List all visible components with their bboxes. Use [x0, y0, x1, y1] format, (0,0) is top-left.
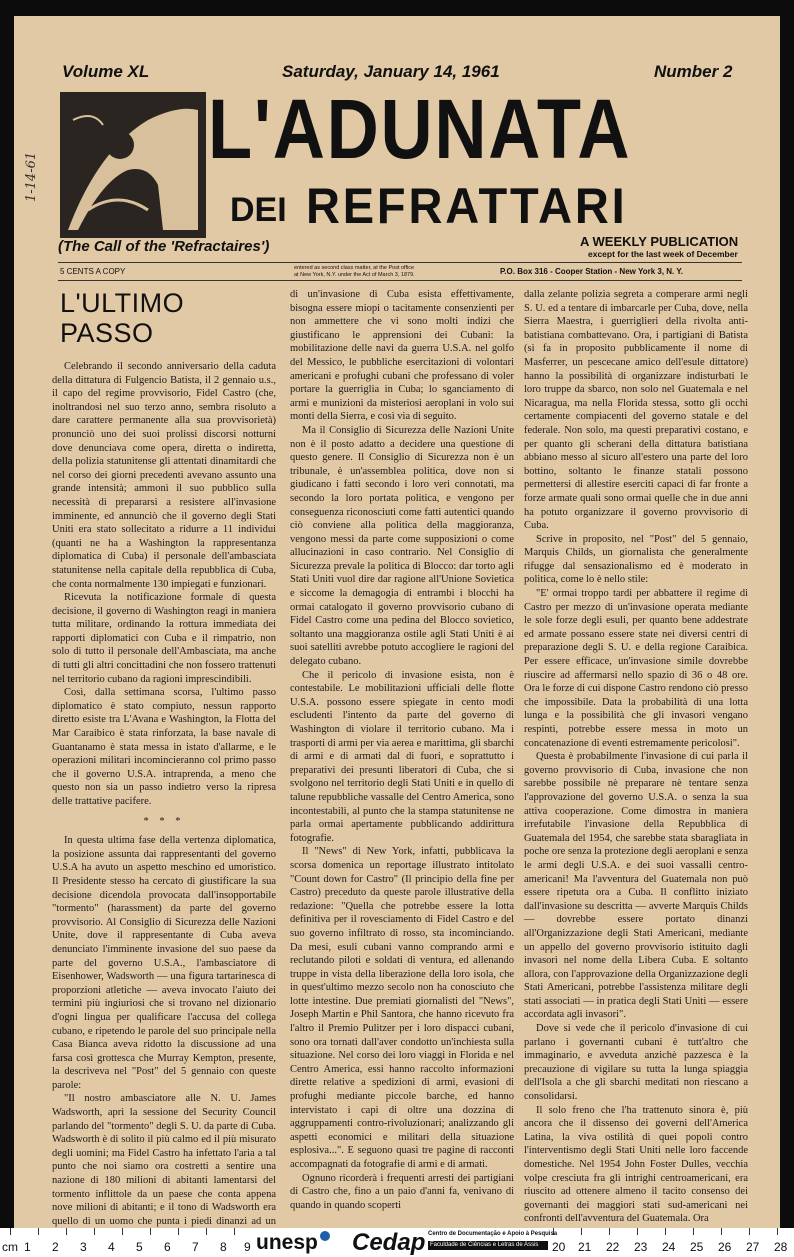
- publication-note: except for the last week of December: [588, 249, 738, 259]
- unesp-logo: unesp: [256, 1231, 318, 1254]
- postal-note-line-1: entered as second class matter, at the Post office: [294, 265, 415, 271]
- mailing-address: P.O. Box 316 - Cooper Station - New York 3, N. Y.: [500, 267, 684, 276]
- margin-note: 1-14-61: [24, 151, 39, 202]
- header-rule-bottom: [58, 280, 742, 281]
- subtitle: (The Call of the 'Refractaires'): [58, 238, 270, 255]
- issue-date: Saturday, January 14, 1961: [282, 62, 500, 81]
- paragraph: "Il nostro ambasciatore alle N. U. James Wadsworth, aprì la sessione del Security Council parlando del "tormento" degli S. U. da parte di Cuba. Wadsworth è di solito il più calmo ed il più misurato degli uomini; ma Fidel Castro ha infettato l'aria a tal punto che noi siamo ora costretti a sentire una nazione di 180 milioni di abitanti lamentarsi del tormento inflittole da un paese che conta appena nove milioni di abitanti; e il tono di Wadsworth era quello di un uomo che punta i piedi dinanzi ad un: [52, 1093, 276, 1227]
- paragraph: Che il pericolo di invasione esista, non è contestabile. Le mobilitazioni ufficiali delle flotte U.S.A. possono essere spiegate in cento modi escludenti l'intento da parte del governo di Washington di violare il territorio cubano. Ma i trasporti di armi per via aerea e marittima, gli sbarchi di armi e di armati dal di fuori, e soprattutto i preparativi dei presunti liberatori di Cuba, che si svolgono nel territorio degli Stati Uniti e in quello di talune repubbliche vassalle del Centro America, sono incontestabili, al punto che la stampa statunitense ne parla ormai apertamente pubblicando addirittura fotografie.: [290, 669, 514, 844]
- issue-number: Number 2: [654, 62, 733, 81]
- paragraph: Così, dalla settimana scorsa, l'ultimo passo diplomatico è stato compiuto, nessun rapporto diretto esiste tra L'Avana e Washington, la Flotta del Mar Caraibico è stata rinforzata, la base navale di Guantanamo è stata messa in istato d'allarme, e le operazioni militari incomincieranno col primo passo che il governo U.S.A. intraprenda, a meno che questo non sia un passo indietro verso la ripresa delle trattative pacifere.: [52, 687, 276, 807]
- postal-note-line-2: at New York, N.Y. under the Act of March 3, 1879.: [294, 272, 415, 278]
- paragraph: "E' ormai troppo tardi per abbattere il regime di Castro per mezzo di un'invasione operata mediante le sole forze degli esuli, per quanto bene addestrate ed armate possano essere state nei diversi centri di preparazione degli S. U. e della regione Caraibica. Per essere efficace, un'invasione simile dovrebbe riuscire ad affermarsi nello spazio di 36 o 48 ore. Ora le forze di cui dispone Castro rendono ciò presso che impossibile. Data la probabilità di una lotta lunga e la possibilità che gli invasori vengano respinti, potrebbe essere messa in moto un concatenazione di eventi estremamente pericolosi".: [524, 588, 748, 749]
- unesp-logo-mark: [320, 1231, 330, 1241]
- article-column-3: [524, 288, 748, 1226]
- ruler-number: 9: [244, 1240, 251, 1254]
- ruler-number: 8: [220, 1240, 227, 1254]
- publication-frequency: A WEEKLY PUBLICATION: [580, 234, 739, 249]
- ruler-number: 20: [552, 1240, 566, 1254]
- article-headline: L'ULTIMO PASSO: [60, 288, 185, 348]
- ruler-number: 22: [606, 1240, 620, 1254]
- volume-label: Volume XL: [62, 62, 150, 81]
- masthead: [58, 82, 738, 248]
- ruler-unit: cm: [2, 1240, 18, 1254]
- ruler-number: 24: [662, 1240, 676, 1254]
- ruler-number: 28: [774, 1240, 788, 1254]
- paragraph: di un'invasione di Cuba esista effettivamente, bisogna essere miopi o tacitamente consenzienti per non ammettere che vi sono molti indizi che giustificano le apprensioni dei Cubani: la mobilitazione delle navi da guerra U.S.A. nel golfo del Messico, le pubbliche esercitazioni di volontari americani e profughi cubani che professano di voler portare la guerriglia in Cuba; lo sganciamento di armi e munizioni da misteriosi aeroplani in volo sui monti della Sierra, e così via di seguito.: [290, 289, 514, 423]
- masthead-illustration: [58, 90, 208, 240]
- paragraph: Il "News" di New York, infatti, pubblicava la scorsa domenica un reportage illustrato intitolato "Count down for Castro" (Il principio della fine per Castro) preceduto da queste parole illustrative della redazione: "Quella che potrebbe essere la lotta definitiva per il rovesciamento di Fidel Castro e del suo governo infiltrato di rosso, sta incominciando. Da mesi, esuli cubani vanno comprando armi e reclutando piloti e soldati di ventura, ed allenando truppe in vista della liberazione della loro isola, che in quest'ultimo mezzo secolo non ha conosciuto che lotte intestine. Due premiati giornalisti del "News", Joseph Martin e Phil Santora, che hanno ricevuto fra l'altro il Premio Pulitzer per i loro dispacci cubani, sono ora tornati dall'aver condotto un'inchiesta sulla situazione. Nel corso dei loro viaggi in Florida e nel Centro America, essi hanno raccolto informazioni dirette relative a spedizioni di armi, evasioni di profughi mediante piccole barche, ed hanno intervistato i capi di oltre una dozzina di aggruppamenti contro-rivoluzionari; analizzando gli aspetti economici e militari della situazione esplosiva...". E seguono quasi tre pagine di racconti accompagnati da fotografie di armi e di armati.: [290, 846, 514, 1170]
- article-column-1: [52, 288, 276, 1228]
- paragraph: In questa ultima fase della vertenza diplomatica, la posizione assunta dai rappresentanti del governo U.S.A ha avuto un aspetto meschino ed umoristico. Il Presidente stesso ha cercato di giustificare la sua decisione dicendola provocata dall'insopportabile "tormento" (harassment) da parte del governo provvisorio. Al Consiglio di Sicurezza delle Nazioni Unite, dove il rappresentante di Cuba aveva denunciato l'imminente invasione del suo paese da parte del governo U.S.A., l'ambasciatore di Eisenhower, Wadsworth — una figura tartarinesca di proporzioni atletiche — aveva invocato l'aiuto dei termini più ingiuriosi che si trovano nel dizionario d'ogni lingua per qualificare l'accusa del collega cubano, e ripetendo le parole del suo principale nella Casa Bianca aveva ridotto la discussione ad una farsa così grottesca che Murray Kempton, presente, la descriveva nel "Post" del 5 gennaio con queste parole:: [52, 835, 276, 1091]
- paragraph: Dove si vede che il pericolo d'invasione di cui parlano i governanti cubani è tutt'altro che immaginario, e avveduta anzichè pazzesca è la precauzione di vigilare su tutta la lunga spiaggia dell'Isola a che gli sbarchi meditati non riescano a consolidarsi.: [524, 1023, 748, 1103]
- paragraph: Ma il Consiglio di Sicurezza delle Nazioni Unite non è il posto adatto a decidere una questione di questo genere. Il Consiglio di Sicurezza non è un tribunale, è un'assemblea politica, dove non si giudicano i fatti secondo i loro veri connotati, ma secondo la loro portata politica, e vengono per conseguenza riconosciuti come fatti autentici quando ciò conviene alla politica della maggioranza, vengono messi da parte come supposizioni o come allucinazioni in caso contrario. Nel Consiglio di Sicurezza prevale la politica di Blocco: dar torto agli Stati Uniti vuol dire dar ragione all'Unione Sovietica e siccome la demagogia di entrambi i blocchi ha ormai catalogato il governo provvisorio cubano di Fidel Castro come una pedina del Blocco sovietico, soltanto una maggioranza ostile agli Stati Uniti è ai suoi satelliti avrebbe potuto accogliere le ragioni del delegato cubano.: [290, 424, 514, 668]
- paragraph: Questa è probabilmente l'invasione di cui parla il governo provvisorio di Cuba, invasione che non sarebbe possibile nè preparare nè tentare senza l'approvazione del governo U.S.A. o senza la sua attiva cooperazione. Come dimostra in maniera irrefutabile l'invasione della Repubblica di Guatemala del 1954, che sarebbe stata sbaragliata in poche ore senza la protezione degli aeroplani e senza le armi degli U.S.A. e dei suoi vassalli centro-americani! Ma l'avventura del Guatemala non può essere ripetuta ora a Cuba. Il conflitto iniziato dall'invasione su descritta — avverte Marquis Childs — dovrebbe essere portato dinanzi all'Organizzazione degli Stati Americani, mediante un appello del governo provvisorio istituito dagli invasori nel nome della Libera Cuba. E soltanto allora, con l'approvazione della Organizzazione degli Stati Americani, potrebbe l'assistenza militare degli stati associati — in pratica degli Stati Uniti — essere accordata agli invasori".: [524, 751, 748, 1021]
- paragraph: Ognuno ricorderà i frequenti arresti dei partigiani di Castro che, fino a un paio d'anni fa, venivano di quando in quando scoperti: [290, 1172, 514, 1211]
- masthead-title: L'ADUNATA: [208, 82, 632, 176]
- paragraph: dalla zelante polizia segreta a comperare armi negli S. U. ed a tentare di imbarcarle per Cuba, dove, nella Sierra Maestra, i guerriglieri della rivolta anti-batistiana combattevano. Ora, i partigiani di Batista (si fa in proposito pubblicamente il nome di Masferrer, un pescecane amico dell'esule dittatore) hanno la possibilità di organizzare indisturbati le loro truppe da sbarco, non solo nel Guatemala e nel Nicaragua, ma nella Florida stessa, sotto gli occhi certamente compiacenti del governo statale e del federale. Non solo, ma questi preparativi costano, e per quanto gli scherani della dittatura batistiana abbiano messo al sicuro all'estero una parte del loro bottino, soltanto le finanze statali possono permettersi di allestire eserciti capaci di far fronte a forze armate quali sono ormai quelle che in due anni ha potuto organizzare il governo provvisorio di Cuba.: [524, 289, 748, 532]
- ruler-number: 26: [718, 1240, 732, 1254]
- ruler-number: 21: [578, 1240, 592, 1254]
- ruler-number: 3: [80, 1240, 87, 1254]
- ruler-number: 6: [164, 1240, 171, 1254]
- newspaper-page: [14, 16, 780, 1228]
- ruler-number: 23: [634, 1240, 648, 1254]
- ruler-number: 25: [690, 1240, 704, 1254]
- ruler-number: 2: [52, 1240, 59, 1254]
- article-column-2: [290, 288, 514, 1212]
- masthead-subtitle-word: REFRATTARI: [306, 178, 628, 234]
- price: 5 CENTS A COPY: [60, 267, 126, 276]
- masthead-prefix: DEI: [230, 191, 287, 229]
- paragraph: Il solo freno che l'ha trattenuto sinora è, più ancora che il dissenso dei governi dell'America Latina, la viva ostilità di quei popoli contro l'interventismo degli Stati Uniti nelle loro faccende domestiche. Nel 1954 John Foster Dulles, vecchia volpe cresciuta fra gli intrighi centroamericani, era riuscito ad ottenere almeno il tacito consenso dei governanti dei maggiori stati sud-americani nei confronti dell'avventura del Guatemala. Ora: [524, 1104, 748, 1225]
- ruler-number: 27: [746, 1240, 760, 1254]
- section-separator: * * *: [143, 815, 185, 827]
- ruler-number: 4: [108, 1240, 115, 1254]
- cedap-caption-2: Faculdade de Ciências e Letras de Assis: [430, 1242, 539, 1248]
- ruler-number: 5: [136, 1240, 143, 1254]
- paragraph: Ricevuta la notificazione formale di questa decisione, il governo di Washington reagì in maniera tutta militare, ordinando la rottura immediata dei rapporti diplomatici con Cuba e il rimpatrio, non solo di tutto il personale dell'Ambasciata, ma anche di tutti gli altri concittadini che non fossero trattenuti nel territorio cubano da ragioni imprescindibili.: [52, 592, 276, 685]
- header-rule-top: [58, 262, 742, 263]
- ruler-number: 7: [192, 1240, 199, 1254]
- ruler-number: 1: [24, 1240, 31, 1254]
- cedap-caption-1: Centro de Documentação e Apoio à Pesquisa: [428, 1231, 558, 1237]
- archive-footer: [0, 1228, 794, 1257]
- cedap-logo: Cedap: [352, 1229, 426, 1256]
- paragraph: Scrive in proposito, nel "Post" del 5 gennaio, Marquis Childs, un giornalista che generalmente rifugge dal sensazionalismo ed è moderato in politica, come lo è nello stile:: [524, 533, 748, 586]
- paragraph: Celebrando il secondo anniversario della caduta della dittatura di Fulgencio Batista, il 2 gennaio u.s., il capo del regime provvisorio, Fidel Castro (che, inoltrandosi nel suo terzo anno, sembra risoluto a dare carattere permanente alla sua provvisorietà) pronunciò uno dei suoi prolissi discorsi notturni dove denunciava come opera, diretta o indiretta, della polizia statunitense gli attentati dinamitardi che nel corso dei giorni precedenti avevano assunto una grande intensità; ammonì il suo pubblico sulla necessità di prepararsi a resistere all'invasione imminente, ed annunciò che il governo degli Stati Uniti era stato sollecitato a ridurre a 11 individui (quanti ne ha a Washington la rappresentanza diplomatica di Cuba) il personale dell'ambasciata statunitense nella capitale della repubblica di Cuba, che conta normalmente 130 impiegati e funzionari.: [52, 361, 276, 590]
